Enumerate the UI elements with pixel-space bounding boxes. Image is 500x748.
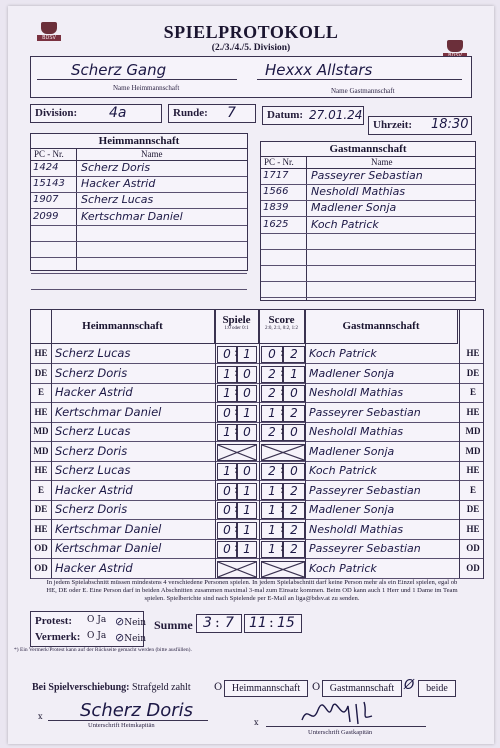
match-type-left: DE (34, 367, 48, 378)
player-name: Hacker Astrid (81, 177, 156, 191)
match-games-cell: 0 (237, 463, 257, 480)
match-score-cell: 1 (261, 541, 283, 558)
player-row (31, 241, 247, 258)
match-type-left: HE (34, 348, 48, 358)
match-score-cell: 2 (283, 405, 305, 422)
match-guest-player: Madlener Sonja (309, 366, 395, 380)
score-sheet: BDSV SPIELPROTOKOLL (2./3./4./5. Division) Scherz Gang Name Heimmannschaft Hexxx Allstars Name Gastmannschaft Division: 4a Runde: 7 Datum: 27.01.24 Uhrzeit: 18:30 Heimmannschaft PC - Nr. Name 1424 Scherz Doris 15143 Hacker Astrid 1907 Scherz Lucas 2099 Kertschmar Daniel Gastmannschaft PC - Nr. Name 1717 Passeyrer Sebastian 1566 Nesholdl Mathias 1839 Madlener Sonja 1625 Koch Patrick Heimmannschaft Spiele 1:0 oder 0:1 Score 2:0, 2:1, 0:2, 1:2 Gastmannschaft HE Scherz Lucas 0 1 0 2 : : Koch Patrick HE DE Scherz Doris 1 0 2 1 : : Madlener Sonja DE E Hacker Astrid 1 0 2 0 : : Nesholdl Mathias E HE Kertschmar Daniel 0 1 1 2 : : Passeyrer Sebastian HE MD Scherz Lucas 1 0 2 0 : : Nesholdl Mathias MD MD Scherz Doris Madlener Sonja MD HE Scherz Lucas 1 0 2 0 : : Koch Patrick HE E Hacker Astrid 0 1 1 2 : : Passeyrer Sebastian E DE Scherz Doris 0 1 1 2 : : Madlener Sonja DE HE Kertschmar Daniel 0 1 1 2 : : Nesholdl Mathias HE OD Kertschmar Daniel 0 1 1 2 : : Passeyrer Sebastian OD OD Hacker Astrid Koch Patrick OD In jedem Spielabschnitt müssen mindestens 4 verschiedene Personen spielen. In jedem Spielabschnitt darf keine Person mehr als ein Einzel spielen, egal ob HE, DE oder E. Eine Person darf in beiden Abschnitten zusammen maximal 3-mal zum Einsatz kommen. Beim OD kann auch 1 Herr und 1 Dame im Team spielen. Spielberichte sind nach Spielende per E-Mail an liga@bdsv.at zu senden. Protest: O Ja ⊘Nein Vermerk: O Ja ⊘Nein Summe 3 : 7 11 : 15 *) Ein Vermerk/Protest kann auf der Rückseite gemacht werden (bitte ausfüllen). Bei Spielverschiebung: Strafgeld zahlt O Heimmannschaft O Gastmannschaft Ø beide x Scherz Doris Unterschrift Heimkapitän x Unterschrift Gastkapitän (8, 6, 494, 744)
division-field: Division: 4a (30, 104, 162, 123)
match-row: DE Scherz Doris 0 1 1 2 : : Madlener Sonja DE (31, 500, 483, 520)
player-name: Koch Patrick (311, 217, 379, 231)
time-field: Uhrzeit: 18:30 (368, 116, 472, 135)
match-guest-player: Nesholdl Mathias (309, 522, 404, 536)
vermerk-nein-option[interactable]: ⊘Nein (115, 631, 147, 644)
match-row: DE Scherz Doris 1 0 2 1 : : Madlener Sonja DE (31, 364, 483, 384)
match-guest-player: Passeyrer Sebastian (309, 405, 421, 419)
home-team-label: Name Heimmannschaft (113, 84, 180, 92)
sum-games-box: 3 : 7 (196, 614, 242, 633)
match-row: HE Kertschmar Daniel 0 1 1 2 : : Nesholdl Mathias HE (31, 520, 483, 540)
player-name: Madlener Sonja (311, 201, 397, 215)
match-type-left: MD (33, 445, 49, 456)
match-type-right: MD (465, 445, 481, 456)
match-score-cell: 2 (261, 424, 283, 441)
match-score-cell: 2 (261, 463, 283, 480)
match-games-cell: 1 (217, 463, 237, 480)
match-score-cell: 0 (283, 463, 305, 480)
match-type-left: DE (34, 504, 48, 514)
guest-team-name: Hexxx Allstars (265, 61, 373, 79)
player-pc-number: 1566 (263, 186, 289, 198)
player-row (261, 233, 475, 250)
match-row: MD Scherz Lucas 1 0 2 0 : : Nesholdl Mathias MD (31, 422, 483, 442)
match-home-player: Scherz Doris (55, 365, 128, 380)
player-pc-number: 1625 (263, 218, 289, 230)
match-score-cell: 2 (261, 385, 283, 402)
match-games-cell: 0 (217, 502, 237, 519)
match-games-cell: 0 (217, 483, 237, 500)
sum-label: Summe (154, 618, 193, 632)
player-pc-number: 1839 (263, 202, 289, 214)
player-pc-number: 1717 (263, 170, 289, 181)
date-value: 27.01.24 (309, 108, 363, 122)
crossed-out-cell (261, 561, 305, 578)
match-games-cell: 0 (217, 346, 237, 363)
player-pc-number: 15143 (33, 178, 65, 190)
match-score-cell: 1 (261, 502, 283, 519)
crossed-out-cell (261, 444, 305, 461)
round-field: Runde: 7 (168, 104, 256, 123)
match-row: E Hacker Astrid 1 0 2 0 : : Nesholdl Mathias E (31, 383, 483, 403)
match-games-cell: 1 (237, 541, 257, 558)
match-score-cell: 2 (283, 522, 305, 539)
match-type-right: HE (466, 465, 480, 475)
postpone-row: Bei Spielverschiebung: Strafgeld zahlt (32, 682, 191, 693)
match-home-player: Scherz Doris (55, 443, 128, 458)
match-type-right: HE (466, 523, 480, 534)
player-row (31, 209, 247, 226)
option-gastmannschaft[interactable]: Gastmannschaft (322, 680, 402, 697)
match-games-cell: 0 (217, 541, 237, 558)
player-row (31, 192, 247, 209)
match-games-cell: 0 (217, 405, 237, 422)
match-games-cell: 1 (217, 424, 237, 441)
match-guest-player: Passeyrer Sebastian (309, 542, 421, 555)
match-score-cell: 0 (283, 424, 305, 441)
player-row (31, 225, 247, 242)
guest-signature-label: Unterschrift Gastkapitän (308, 729, 373, 736)
home-team-name: Scherz Gang (71, 61, 167, 79)
round-value: 7 (227, 105, 236, 121)
match-games-cell: 0 (237, 424, 257, 441)
match-games-cell: 0 (237, 385, 257, 402)
match-type-left: HE (34, 406, 48, 417)
home-signature: Scherz Doris (80, 700, 194, 721)
match-games-cell: 1 (237, 346, 257, 363)
match-guest-player: Koch Patrick (309, 561, 377, 575)
match-home-player: Scherz Doris (55, 502, 128, 516)
match-home-player: Scherz Lucas (55, 463, 131, 477)
home-players-table: Heimmannschaft PC - Nr. Name 1424 Scherz Doris 15143 Hacker Astrid 1907 Scherz Lucas 2099 Kertschmar Daniel (30, 133, 248, 271)
match-type-right: HE (466, 348, 480, 358)
protest-box: Protest: O Ja ⊘Nein Vermerk: O Ja ⊘Nein (30, 611, 144, 647)
option-beide[interactable]: beide (418, 680, 456, 697)
match-score-cell: 2 (283, 502, 305, 519)
option-heimmannschaft[interactable]: Heimmannschaft (224, 680, 308, 697)
match-score-cell: 2 (283, 541, 305, 558)
match-row: OD Kertschmar Daniel 0 1 1 2 : : Passeyrer Sebastian OD (31, 539, 483, 559)
match-games-cell: 1 (217, 366, 237, 383)
match-type-left: OD (34, 543, 48, 553)
match-type-left: MD (33, 426, 49, 436)
match-type-left: E (37, 387, 44, 397)
match-home-player: Kertschmar Daniel (55, 541, 162, 555)
match-home-player: Scherz Lucas (55, 346, 131, 360)
match-games-cell: 0 (217, 522, 237, 539)
match-games-cell: 1 (237, 502, 257, 519)
date-field: Datum: 27.01.24 (262, 106, 364, 125)
crossed-out-cell (217, 444, 257, 461)
footnote: *) Ein Vermerk/Protest kann auf der Rückseite gemacht werden (bitte ausfüllen). (14, 647, 192, 653)
player-row (261, 217, 475, 234)
match-score-cell: 2 (283, 483, 305, 500)
match-score-cell: 2 (283, 346, 305, 363)
match-row: HE Kertschmar Daniel 0 1 1 2 : : Passeyrer Sebastian HE (31, 403, 483, 423)
division-value: 4a (109, 105, 127, 121)
player-name: Scherz Lucas (81, 193, 154, 207)
crossed-out-cell (217, 561, 257, 578)
match-row: HE Scherz Lucas 0 1 0 2 : : Koch Patrick HE (31, 344, 483, 364)
player-row (261, 281, 475, 298)
protest-ja-option[interactable]: O Ja (87, 615, 107, 625)
match-guest-player: Madlener Sonja (309, 444, 395, 458)
match-guest-player: Nesholdl Mathias (309, 425, 404, 438)
match-games-cell: 1 (217, 385, 237, 402)
match-type-right: DE (466, 367, 480, 378)
match-type-left: HE (34, 465, 48, 475)
player-pc-number: 2099 (33, 210, 59, 222)
match-table (30, 309, 484, 579)
bdsv-logo-left: BDSV (36, 20, 62, 46)
match-games-cell: 1 (237, 483, 257, 500)
match-row (31, 442, 483, 462)
match-guest-player: Madlener Sonja (309, 503, 395, 516)
match-score-cell: 1 (261, 483, 283, 500)
check-mark-icon: ⊘ (115, 631, 125, 644)
player-pc-number: 1424 (33, 162, 59, 173)
sum-score-box: 11 : 15 (244, 614, 302, 633)
match-type-right: OD (466, 562, 480, 573)
match-type-right: MD (465, 426, 481, 436)
player-row (261, 249, 475, 266)
vermerk-ja-option[interactable]: O Ja (87, 631, 107, 641)
match-score-cell: 2 (261, 366, 283, 383)
player-row (31, 176, 247, 193)
player-row (261, 168, 475, 185)
match-type-right: DE (466, 504, 480, 514)
page-title: SPIELPROTOKOLL (163, 22, 339, 42)
match-games-cell: 1 (237, 405, 257, 422)
guest-signature (298, 696, 388, 728)
time-value: 18:30 (431, 117, 469, 132)
match-type-left: E (37, 484, 44, 495)
match-col-score: Score 2:0, 2:1, 0:2, 1:2 (259, 310, 305, 344)
match-home-player: Kertschmar Daniel (55, 521, 162, 536)
match-row: E Hacker Astrid 0 1 1 2 : : Passeyrer Sebastian E (31, 481, 483, 501)
protest-nein-option[interactable]: ⊘Nein (115, 615, 147, 628)
match-type-left: OD (34, 562, 48, 573)
match-col-guest: Gastmannschaft (305, 310, 458, 344)
player-row (31, 257, 247, 274)
match-type-right: HE (466, 406, 480, 417)
rules-text: In jedem Spielabschnitt müssen mindestens 4 verschiedene Personen spielen. In jedem Spielabschnitt darf keine Person mehr als ein Einzel spielen, egal ob HE, DE oder E. Eine Person darf in beiden Abschnitten zusammen maximal 3-mal zum Einsatz kommen. Beim OD kann auch 1 Herr und 1 Dame im Team spielen. Spielberichte sind nach Spielende per E-Mail an liga@bdsv.at zu senden. (46, 579, 458, 603)
match-home-player: Scherz Lucas (55, 424, 131, 438)
player-name: Nesholdl Mathias (311, 185, 406, 199)
page-subtitle: (2./3./4./5. Division) (211, 43, 291, 53)
guest-team-label: Name Gastmannschaft (331, 87, 395, 95)
match-col-home: Heimmannschaft (31, 310, 215, 344)
match-home-player: Hacker Astrid (55, 482, 133, 497)
match-score-cell: 1 (261, 522, 283, 539)
match-row: HE Scherz Lucas 1 0 2 0 : : Koch Patrick HE (31, 461, 483, 481)
match-home-player: Hacker Astrid (55, 560, 133, 575)
match-type-left: HE (34, 523, 48, 534)
player-row (261, 265, 475, 282)
match-guest-player: Koch Patrick (309, 347, 377, 360)
match-guest-player: Nesholdl Mathias (309, 386, 404, 399)
match-type-right: E (469, 484, 476, 495)
match-score-cell: 1 (283, 366, 305, 383)
match-score-cell: 0 (283, 385, 305, 402)
match-col-spiele: Spiele 1:0 oder 0:1 (215, 310, 259, 344)
match-games-cell: 0 (237, 366, 257, 383)
match-home-player: Hacker Astrid (55, 385, 133, 399)
team-names-box (30, 56, 472, 98)
player-pc-number: 1907 (33, 194, 59, 206)
player-row (261, 200, 475, 217)
match-type-right: E (469, 387, 476, 397)
check-mark-icon: ⊘ (115, 615, 125, 628)
player-row (261, 184, 475, 201)
match-guest-player: Passeyrer Sebastian (309, 483, 421, 497)
player-row (31, 160, 247, 177)
match-guest-player: Koch Patrick (309, 464, 377, 477)
match-type-right: OD (466, 543, 480, 553)
player-name: Passeyrer Sebastian (311, 169, 423, 182)
match-games-cell: 1 (237, 522, 257, 539)
check-mark-icon: Ø (404, 678, 415, 693)
player-name: Kertschmar Daniel (81, 209, 183, 223)
guest-players-table: Gastmannschaft PC - Nr. Name 1717 Passeyrer Sebastian 1566 Nesholdl Mathias 1839 Madlener Sonja 1625 Koch Patrick (260, 141, 476, 301)
match-home-player: Kertschmar Daniel (55, 404, 162, 419)
player-name: Scherz Doris (81, 161, 151, 174)
match-row (31, 559, 483, 579)
player-row (31, 273, 247, 290)
home-signature-label: Unterschrift Heimkapitän (88, 722, 155, 729)
match-score-cell: 0 (261, 346, 283, 363)
match-score-cell: 1 (261, 405, 283, 422)
